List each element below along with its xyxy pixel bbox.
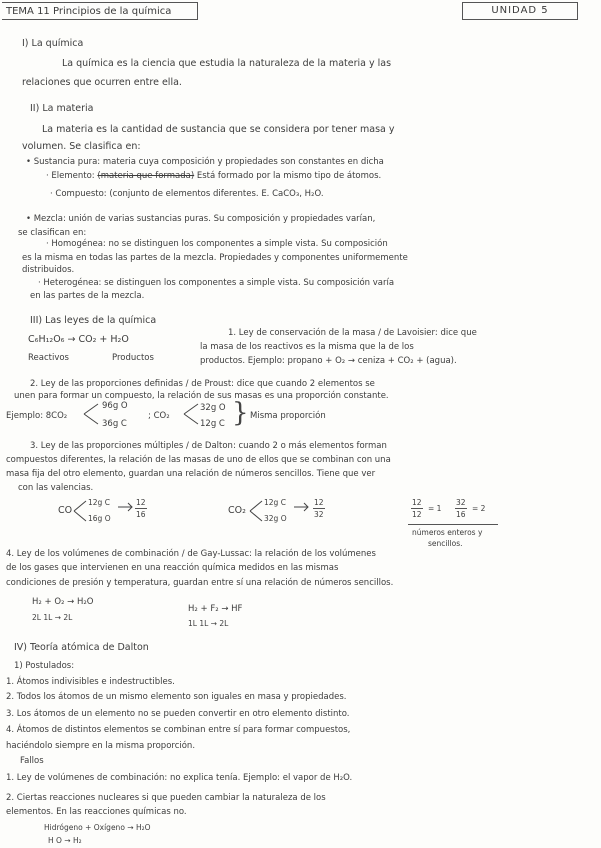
law-3-text: 3. Ley de las proporciones múltiples / de Dalton: cuando 2 o más elementos forman [30, 441, 387, 451]
postulate-item: 1. Átomos indivisibles e indestructibles. [6, 677, 175, 687]
law-4-equation: H₂ + F₂ → HF [188, 604, 243, 614]
failure-item: 2. Ciertas reacciones nucleares si que pueden cambiar la naturaleza de los [6, 793, 326, 803]
law-3-co2-carbon: 12g C [264, 498, 286, 507]
branch-mark [84, 400, 104, 428]
unit-label: UNIDAD 5 [491, 5, 549, 16]
section-2-title: II) La materia [30, 103, 94, 114]
topic-title-box [2, 2, 198, 20]
failure-equation-volumes: H O → H₂ [48, 836, 82, 845]
element-text [46, 170, 381, 182]
law-1-text: productos. Ejemplo: propano + O₂ → ceniza + CO₂ + (agua). [200, 356, 457, 366]
law-3-text: masa fija del otro elemento, guardan una relación de números sencillos. Tiene que ver [6, 469, 376, 479]
law-1-text: la masa de los reactivos es la misma que la de los [200, 342, 414, 352]
law-3-co-oxygen: 16g O [88, 514, 111, 523]
ratio-numerator: 12 [412, 498, 422, 507]
law-4-text: condiciones de presión y temperatura, guardan entre sí una relación de números sencillos. [6, 578, 394, 588]
postulate-item: 3. Los átomos de un elemento no se pueden convertir en otro elemento distinto. [6, 709, 350, 719]
ratio-note: sencillos. [428, 539, 463, 548]
law-2-mass-oxygen: 96g O [102, 401, 128, 411]
law-4-volumes: 2L 1L → 2L [32, 613, 73, 622]
failure-item: elementos. En las reacciones químicas no. [6, 807, 187, 817]
closing-brace: } [232, 398, 249, 428]
homogeneous-text: distribuidos. [22, 265, 75, 275]
failures-heading: Fallos [20, 756, 44, 766]
postulate-item: haciéndolo siempre en la misma proporción. [6, 741, 196, 751]
right-arrow-icon [118, 502, 134, 512]
law-2-compound: ; CO₂ [148, 411, 170, 421]
topic-title: TEMA 11 Principios de la química [6, 6, 172, 17]
law-2-example: Ejemplo: 8CO₂ [6, 411, 68, 421]
underline [408, 524, 498, 525]
law-4-text: de los gases que intervienen en una reacción química medidos en las mismas [6, 563, 339, 573]
law-4-equation: H₂ + O₂ → H₂O [32, 597, 94, 607]
section-4-title: IV) Teoría atómica de Dalton [14, 642, 149, 653]
section-2-text: La materia es la cantidad de sustancia que se considera por tener masa y [42, 124, 395, 135]
law-3-co2-oxygen: 32g O [264, 514, 287, 523]
law-3-text: compuestos diferentes, la relación de las masas de uno de ellos que se combinan con una [6, 455, 391, 465]
law-2-mass-oxygen: 32g O [200, 403, 226, 413]
ratio-result: = 1 [428, 504, 442, 513]
postulates-heading: 1) Postulados: [14, 661, 75, 671]
homogeneous-text: · Homogénea: no se distinguen los componentes a simple vista. Su composición [46, 239, 388, 249]
fraction-numerator: 12 [314, 498, 324, 507]
branch-mark [74, 498, 88, 524]
failure-equation: Hidrógeno + Oxígeno → H₂O [44, 823, 151, 832]
law-2-mass-carbon: 36g C [102, 419, 127, 429]
products-label: Productos [112, 353, 154, 363]
struck-text: (materia que formada) [97, 171, 195, 181]
law-2-text: unen para formar un compuesto, la relación de sus masas es una proporción constante. [14, 391, 389, 401]
section-2-text: volumen. Se clasifica en: [22, 141, 141, 152]
law-4-text: 4. Ley de los volúmenes de combinación / de Gay-Lussac: la relación de los volúmenes [6, 549, 376, 559]
law-2-text: 2. Ley de las proporciones definidas / de Proust: dice que cuando 2 elementos se [30, 379, 375, 389]
section-1-title: I) La química [22, 38, 84, 49]
law-1-text: 1. Ley de conservación de la masa / de Lavoisier: dice que [228, 328, 477, 338]
fraction-denominator: 16 [136, 510, 146, 519]
section-3-title: III) Las leyes de la química [30, 315, 157, 326]
law-2-note: Misma proporción [250, 411, 326, 421]
lavoisier-equation: C₆H₁₂O₆ → CO₂ + H₂O [28, 334, 129, 345]
compound-text: · Compuesto: (conjunto de elementos diferentes. E. CaCO₃, H₂O. [50, 189, 324, 199]
homogeneous-text: es la misma en todas las partes de la mezcla. Propiedades y componentes uniformemente [22, 253, 408, 263]
pure-substance-text: • Sustancia pura: materia cuya composición y propiedades son constantes en dicha [26, 157, 384, 167]
fraction-numerator: 12 [136, 498, 146, 507]
law-3-co-carbon: 12g C [88, 498, 110, 507]
element-label: · Elemento: [46, 171, 98, 181]
law-3-text: con las valencias. [18, 483, 94, 493]
law-2-mass-carbon: 12g C [200, 419, 225, 429]
section-1-text: relaciones que ocurren entre ella. [22, 77, 182, 88]
ratio-note: números enteros y [412, 528, 483, 537]
right-arrow-icon [294, 502, 310, 512]
law-3-co2: CO₂ [228, 505, 246, 516]
fraction-denominator: 32 [314, 510, 324, 519]
law-3-co: CO [58, 505, 73, 516]
ratio-denominator: 12 [412, 510, 422, 519]
postulate-item: 4. Átomos de distintos elementos se combinan entre sí para formar compuestos, [6, 725, 351, 735]
postulate-item: 2. Todos los átomos de un mismo elemento son iguales en masa y propiedades. [6, 692, 347, 702]
ratio-denominator: 16 [456, 510, 466, 519]
ratio-result: = 2 [472, 504, 486, 513]
section-1-text: La química es la ciencia que estudia la naturaleza de la materia y las [62, 58, 392, 69]
unit-label-box [462, 2, 578, 20]
heterogeneous-text: · Heterogénea: se distinguen los componentes a simple vista. Su composición varía [38, 278, 395, 288]
element-definition: Está formado por la mismo tipo de átomos. [194, 171, 382, 181]
reactants-label: Reactivos [28, 353, 69, 363]
failure-item: 1. Ley de volúmenes de combinación: no explica tenía. Ejemplo: el vapor de H₂O. [6, 773, 353, 783]
ratio-numerator: 32 [456, 498, 466, 507]
law-4-volumes: 1L 1L → 2L [188, 619, 229, 628]
mixture-text: se clasifican en: [18, 228, 87, 238]
mixture-text: • Mezcla: unión de varias sustancias puras. Su composición y propiedades varían, [26, 214, 376, 224]
heterogeneous-text: en las partes de la mezcla. [30, 291, 145, 301]
branch-mark [250, 498, 264, 524]
